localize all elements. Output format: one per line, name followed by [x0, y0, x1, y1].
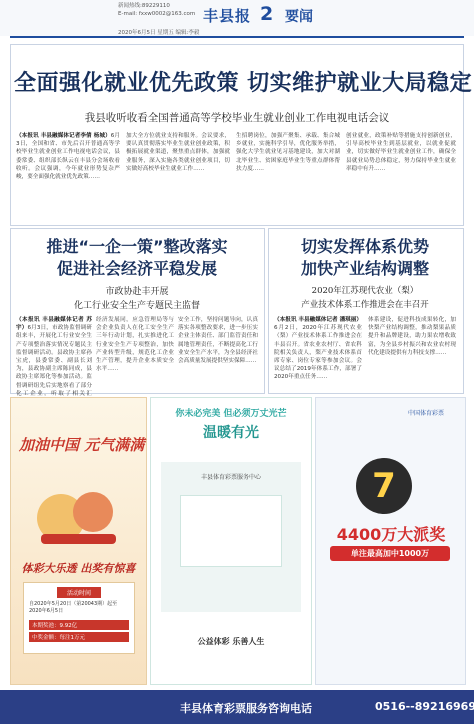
ad2-slogan: 温暖有光 [203, 425, 259, 441]
lead-column-2: 加大全方位就业支持和服务。会议要求，要认真贯彻落实毕业生就业创业政策，积极拓展就业渠道，聚焦重点群体，加强就业服务，深入实施各类就业创业项目，切实做好高校毕业生就业工作…… [126, 133, 230, 172]
right-article-subhead-1: 2020年江苏现代农业（梨） [311, 286, 419, 296]
newspaper-logo: 丰县报 [203, 7, 252, 25]
masthead-email: E-mail: fxxw0002@163.com [118, 10, 196, 17]
lead-byline: （本报讯 丰县融媒体记者李倩 杨城） [16, 133, 111, 139]
right-col1-text: 6月2日，2020年江苏现代农业（梨）产业技术体系工作推进会在丰县召开。省农业农村厅、省农科院相关负责人，梨产业技术体系首席专家、岗位专家等参加会议。会议总结了2019年体系工作，部署了2020年重点任务…… [274, 325, 362, 381]
footer-hotline-label: 丰县体育彩票服务咨询电话 [180, 702, 312, 715]
ad2-contact: 丰县体育彩票服务中心 [200, 474, 261, 481]
ad1-stat-1: 本期奖池：9.92亿 [29, 620, 129, 630]
lead-column-4: 创业就业，政策补贴等措施支持创新创业，引导高校毕业生到基层就业，以就业促就业，切实做好毕业生就业创业工作，确保全县就业局势总体稳定，努力保持毕业生就业率稳中有升…… [346, 133, 456, 172]
lead-column-1 [16, 132, 120, 218]
left-article-byline: （本报讯 丰县融媒体记者 苏宇） [16, 317, 92, 332]
ad1-stat-2: 中奖金额：每注1万元 [29, 632, 129, 642]
lottery-ad-right [315, 397, 466, 685]
ad1-box-title: 活动时间 [57, 587, 101, 598]
right-article-headline-2: 加快产业结构调整 [300, 259, 429, 278]
left-article-column-1 [16, 316, 92, 397]
left-article-column-2: 经济发展同，应急管理局等与会企业负责人在化工安全生产三年行动计划，扎实推进化工行业安全生产专项整治，加快产业转型升级，规范化工企业生产管理，提升企业本质安全水平…… [96, 317, 174, 373]
left-col1-text: 6月3日，市政协监督调研组来丰，开展化工行业安全生产专项整治落实情况专题民主监督调研活动。县政协主席孙宝虎，县委常委、副县长刘为，县政协副主席陈同成，县政协主席郑化等参加活动。监督调研组先后实地察看了部分化工企业，听取了相关汇 [16, 325, 92, 397]
ad2-bottom-slogan: 公益体彩 乐善人生 [197, 637, 265, 646]
right-article-column-2: 体系建设，促进科技成果转化，加快梨产业结构调整，推动梨果品质提升和品牌建设，助力果农增收致富，为全县乡村振兴和农业农村现代化建设提供有力科技支撑…… [368, 317, 456, 356]
masthead [0, 0, 474, 36]
ad2-body-panel [161, 462, 301, 612]
ad2-qr-area [180, 495, 282, 567]
right-article-column-1 [274, 316, 362, 388]
ad1-box-text: 自2020年5月20日（第20043期）起至2020年6月5日 [29, 601, 118, 614]
lead-column-3: 生招聘岗位，加强产聚集、承载、集合城乡就业，实施科学引导，优化服务举措，强化大学生就业见习基地建设，加大对湖北毕业生、贫困家庭毕业生等重点群体帮扶力度…… [236, 133, 340, 172]
lead-subheadline: 我县收听收看全国普通高等学校毕业生就业创业工作电视电话会议 [84, 112, 390, 124]
ad3-brand: 中国体育彩票 [408, 410, 445, 417]
left-article-subhead-2: 化工行业安全生产专题民主监督 [73, 301, 200, 311]
lottery-ad-center [150, 397, 312, 685]
masthead-rule [10, 36, 464, 38]
ad1-info-box [23, 582, 135, 654]
masthead-hotline: 新闻热线:89229110 [118, 3, 170, 9]
left-article-column-3: 安全工作，坚持问题导向，认真落实各项整改要求，进一步压实企业主体责任、部门监管责任和属地管理责任，不断提高化工行业安全生产水平，为全县经济社会高质量发展提供坚实保障…… [178, 317, 258, 365]
ad1-headline: 体彩大乐透 出奖有惊喜 [21, 562, 136, 575]
ad1-illustration [31, 478, 126, 548]
ad2-top-text: 你未必完美 但必须万丈光芒 [175, 409, 287, 419]
left-article-headline-1: 推进“一企一策”整改落实 [46, 237, 228, 256]
ad3-number-badge: 7 [356, 458, 412, 514]
section-title: 要闻 [285, 9, 313, 25]
left-article-headline-2: 促进社会经济平稳发展 [56, 259, 217, 278]
right-article-subhead-2: 产业技术体系工作推进会在丰召开 [301, 300, 429, 310]
ad3-subheadline: 单注最高加中1000万 [330, 546, 450, 561]
page-number: 2 [260, 3, 274, 25]
lead-col1-text: 6月3日，全国和省、市先后召开普通高等学校毕业生就业创业工作电视电话会议，县委常委、组织部长纵云在丰县分会场收看收听。会议强调，今年就业形势复杂严峻，要全面强化就业优先政策…… [16, 133, 120, 181]
left-article-subhead-1: 市政协赴丰开展 [105, 287, 169, 297]
masthead-info [118, 3, 195, 18]
right-article-headline-1: 切实发挥体系优势 [300, 237, 429, 256]
footer-phone: 0516--89216969 [375, 700, 476, 713]
ad1-slogan: 加油中国 元气满满 [19, 436, 145, 454]
ad3-headline: 4400万大派奖 [336, 525, 446, 544]
lottery-ad-left [10, 397, 147, 685]
right-article-byline: （本报讯 丰县融媒体记者 潘琪丽） [274, 317, 362, 323]
lead-headline: 全面强化就业优先政策 切实维护就业大局稳定 [14, 71, 473, 96]
masthead-date: 2020年6月5日 星期五 编辑:李毅 [118, 30, 200, 36]
footer-bar [0, 690, 474, 724]
